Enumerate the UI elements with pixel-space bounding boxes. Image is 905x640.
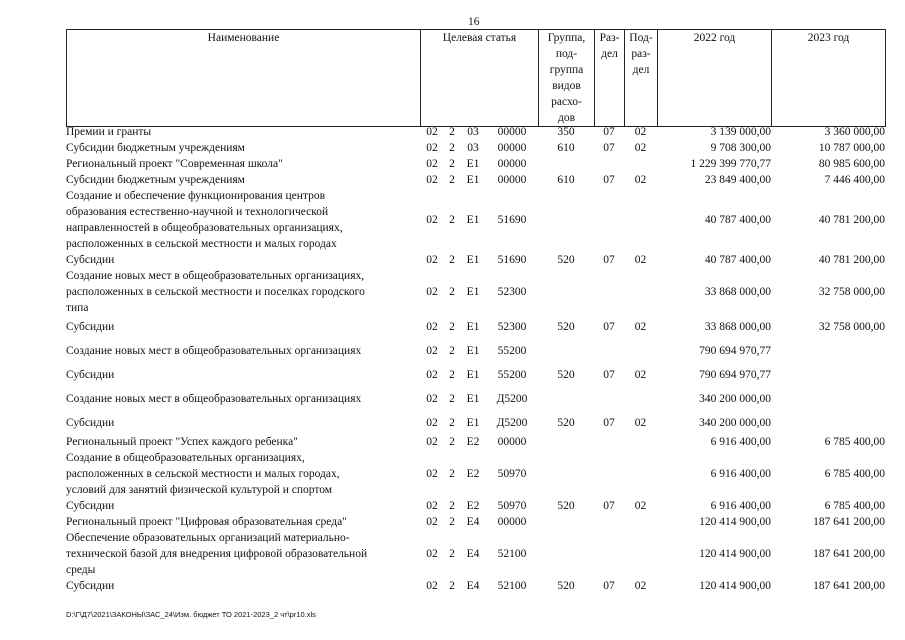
section-code: 07 bbox=[603, 580, 615, 592]
section-code bbox=[594, 434, 624, 450]
header-group: Группа, под- группа видов расхо- дов bbox=[539, 30, 595, 127]
target-code-1: 02 bbox=[426, 436, 438, 448]
subsection-code bbox=[624, 514, 657, 530]
amount-2023: 6 785 400,00 bbox=[824, 500, 885, 512]
target-code-4: 55200 bbox=[497, 345, 527, 357]
row-name-line: Создание и обеспечение функционирования центров bbox=[66, 190, 326, 202]
target-code-1: 02 bbox=[426, 345, 438, 357]
expense-group: 520 bbox=[557, 500, 575, 512]
header-2023: 2023 год bbox=[772, 30, 886, 127]
target-code-3: E1 bbox=[466, 345, 480, 357]
table-row bbox=[66, 514, 885, 530]
subsection-code bbox=[624, 530, 657, 578]
expense-group bbox=[538, 338, 594, 364]
target-code-3: E1 bbox=[466, 417, 480, 429]
amount-2022: 340 200 000,00 bbox=[699, 417, 771, 429]
amount-2022: 23 849 400,00 bbox=[704, 174, 771, 186]
section-code bbox=[594, 338, 624, 364]
subsection-code bbox=[624, 386, 657, 412]
target-code-2: 2 bbox=[449, 468, 455, 480]
table-header bbox=[66, 29, 886, 127]
table-row bbox=[66, 156, 885, 172]
row-name bbox=[66, 434, 420, 450]
target-code-4: 50970 bbox=[497, 500, 527, 512]
amount-2022: 40 787 400,00 bbox=[704, 214, 771, 226]
row-name bbox=[66, 578, 420, 594]
row-name bbox=[66, 156, 420, 172]
row-name-line: Субсидии bbox=[66, 369, 115, 381]
target-code-1: 02 bbox=[426, 142, 438, 154]
amount-2023: 32 758 000,00 bbox=[818, 286, 885, 298]
target-code-1: 02 bbox=[426, 286, 438, 298]
subsection-code bbox=[624, 188, 657, 252]
target-code-2: 2 bbox=[449, 436, 455, 448]
target-code-3: E1 bbox=[466, 369, 480, 381]
target-code-3: E1 bbox=[466, 214, 480, 226]
target-code-3: E1 bbox=[466, 158, 480, 170]
row-name bbox=[66, 268, 420, 316]
expense-group: 610 bbox=[557, 142, 575, 154]
subsection-code: 02 bbox=[634, 417, 647, 429]
expense-group bbox=[538, 188, 594, 252]
row-name bbox=[66, 530, 420, 578]
target-code-2: 2 bbox=[449, 345, 455, 357]
row-name-line: Субсидии bbox=[66, 500, 115, 512]
section-code bbox=[594, 450, 624, 498]
row-name-line: Создание новых мест в общеобразовательных организациях bbox=[66, 345, 362, 357]
target-code-1: 02 bbox=[426, 417, 438, 429]
section-code bbox=[594, 530, 624, 578]
amount-2022: 120 414 900,00 bbox=[699, 548, 771, 560]
amount-2023: 6 785 400,00 bbox=[824, 468, 885, 480]
amount-2022: 40 787 400,00 bbox=[704, 254, 771, 266]
target-code-1: 02 bbox=[426, 393, 438, 405]
amount-2022: 120 414 900,00 bbox=[699, 516, 771, 528]
target-code-3: E2 bbox=[466, 468, 480, 480]
subsection-code: 02 bbox=[634, 321, 647, 333]
section-code bbox=[594, 268, 624, 316]
page-number: 16 bbox=[468, 16, 480, 28]
amount-2023 bbox=[771, 386, 885, 412]
expense-group: 520 bbox=[557, 369, 575, 381]
subsection-code bbox=[624, 450, 657, 498]
target-code-1: 02 bbox=[426, 580, 438, 592]
target-code-1: 02 bbox=[426, 468, 438, 480]
expense-group: 520 bbox=[557, 580, 575, 592]
expense-group bbox=[538, 530, 594, 578]
section-code: 07 bbox=[603, 417, 615, 429]
target-code-2: 2 bbox=[449, 321, 455, 333]
amount-2022: 6 916 400,00 bbox=[710, 468, 771, 480]
row-name bbox=[66, 498, 420, 514]
header-name: Наименование bbox=[67, 30, 421, 127]
amount-2022: 6 916 400,00 bbox=[710, 500, 771, 512]
subsection-code: 02 bbox=[634, 126, 647, 138]
amount-2022: 3 139 000,00 bbox=[710, 126, 771, 138]
row-name bbox=[66, 412, 420, 434]
amount-2023: 187 641 200,00 bbox=[813, 516, 885, 528]
table-row bbox=[66, 172, 885, 188]
target-code-1: 02 bbox=[426, 321, 438, 333]
row-name-line: Субсидии bbox=[66, 254, 115, 266]
target-code-4: Д5200 bbox=[496, 393, 528, 405]
amount-2023: 6 785 400,00 bbox=[824, 436, 885, 448]
amount-2022: 340 200 000,00 bbox=[699, 393, 771, 405]
subsection-code: 02 bbox=[634, 369, 647, 381]
target-code-3: 03 bbox=[467, 142, 479, 154]
table-row bbox=[66, 252, 885, 268]
target-code-2: 2 bbox=[449, 158, 455, 170]
target-code-1: 02 bbox=[426, 214, 438, 226]
amount-2023: 80 985 600,00 bbox=[818, 158, 885, 170]
section-code: 07 bbox=[603, 142, 615, 154]
row-name-line: Региональный проект "Современная школа" bbox=[66, 158, 283, 170]
target-code-2: 2 bbox=[449, 254, 455, 266]
section-code: 07 bbox=[603, 126, 615, 138]
target-code-1: 02 bbox=[426, 174, 438, 186]
target-code-4: 00000 bbox=[497, 158, 527, 170]
row-name bbox=[66, 188, 420, 252]
amount-2022: 6 916 400,00 bbox=[710, 436, 771, 448]
target-code-3: E1 bbox=[466, 254, 480, 266]
target-code-2: 2 bbox=[449, 417, 455, 429]
expense-group bbox=[538, 156, 594, 172]
section-code bbox=[594, 386, 624, 412]
expense-group bbox=[538, 514, 594, 530]
target-code-2: 2 bbox=[449, 214, 455, 226]
target-code-2: 2 bbox=[449, 369, 455, 381]
row-name-line: типа bbox=[66, 302, 89, 314]
target-code-3: E4 bbox=[466, 516, 480, 528]
amount-2022: 790 694 970,77 bbox=[699, 345, 771, 357]
file-path-footer: D:\Г\Д7\2021\ЗАКОНЫ\ЗАС_24\Изм. бюджет ТО 2021-2023_2 чт\pr10.xls bbox=[66, 610, 316, 619]
subsection-code: 02 bbox=[634, 580, 647, 592]
target-code-3: E1 bbox=[466, 286, 480, 298]
subsection-code: 02 bbox=[634, 500, 647, 512]
row-name-line: Региональный проект "Успех каждого ребенка" bbox=[66, 436, 298, 448]
header-section: Раз- дел bbox=[595, 30, 625, 127]
subsection-code: 02 bbox=[634, 174, 647, 186]
row-name-line: Субсидии bbox=[66, 321, 115, 333]
table-row bbox=[66, 364, 885, 386]
target-code-3: E1 bbox=[466, 393, 480, 405]
row-name-line: направленностей в общеобразовательных организациях, bbox=[66, 222, 343, 234]
row-name-line: Субсидии бюджетным учреждениям bbox=[66, 174, 245, 186]
row-name-line: Создание новых мест в общеобразовательных организациях, bbox=[66, 270, 365, 282]
table-row bbox=[66, 578, 885, 594]
row-name-line: расположенных в сельской местности и малых городах bbox=[66, 238, 337, 250]
table-row bbox=[66, 188, 885, 252]
row-name-line: Региональный проект "Цифровая образовательная среда" bbox=[66, 516, 347, 528]
target-code-3: E2 bbox=[466, 500, 480, 512]
expense-group bbox=[538, 386, 594, 412]
target-code-1: 02 bbox=[426, 516, 438, 528]
subsection-code bbox=[624, 268, 657, 316]
row-name-line: Обеспечение образовательных организаций материально- bbox=[66, 532, 350, 544]
table-row bbox=[66, 268, 885, 316]
amount-2023: 32 758 000,00 bbox=[818, 321, 885, 333]
subsection-code: 02 bbox=[634, 142, 647, 154]
amount-2022: 33 868 000,00 bbox=[704, 286, 771, 298]
row-name bbox=[66, 386, 420, 412]
row-name-line: Создание новых мест в общеобразовательных организациях bbox=[66, 393, 362, 405]
target-code-1: 02 bbox=[426, 158, 438, 170]
amount-2022: 790 694 970,77 bbox=[699, 369, 771, 381]
row-name-line: Премии и гранты bbox=[66, 126, 152, 138]
amount-2023: 10 787 000,00 bbox=[818, 142, 885, 154]
target-code-4: 51690 bbox=[497, 214, 527, 226]
row-name bbox=[66, 252, 420, 268]
table-row bbox=[66, 386, 885, 412]
target-code-4: 52100 bbox=[497, 548, 527, 560]
expense-group bbox=[538, 268, 594, 316]
target-code-4: 00000 bbox=[497, 174, 527, 186]
target-code-4: 00000 bbox=[497, 142, 527, 154]
row-name bbox=[66, 450, 420, 498]
row-name bbox=[66, 364, 420, 386]
amount-2023: 187 641 200,00 bbox=[813, 548, 885, 560]
amount-2022: 120 414 900,00 bbox=[699, 580, 771, 592]
subsection-code bbox=[624, 434, 657, 450]
target-code-2: 2 bbox=[449, 516, 455, 528]
section-code bbox=[594, 514, 624, 530]
amount-2023: 187 641 200,00 bbox=[813, 580, 885, 592]
header-2022: 2022 год bbox=[658, 30, 772, 127]
target-code-4: 00000 bbox=[497, 126, 527, 138]
row-name-line: расположенных в сельской местности и малых городах, bbox=[66, 468, 340, 480]
section-code bbox=[594, 188, 624, 252]
amount-2022: 1 229 399 770,77 bbox=[690, 158, 771, 170]
table-row bbox=[66, 124, 885, 140]
section-code bbox=[594, 156, 624, 172]
section-code: 07 bbox=[603, 254, 615, 266]
target-code-3: E1 bbox=[466, 174, 480, 186]
expense-group: 520 bbox=[557, 321, 575, 333]
expense-group bbox=[538, 450, 594, 498]
target-code-2: 2 bbox=[449, 126, 455, 138]
row-name-line: условий для занятий физической культурой и спортом bbox=[66, 484, 333, 496]
row-name-line: Субсидии bbox=[66, 580, 115, 592]
target-code-2: 2 bbox=[449, 500, 455, 512]
row-name bbox=[66, 316, 420, 338]
target-code-4: 50970 bbox=[497, 468, 527, 480]
expense-group bbox=[538, 434, 594, 450]
target-code-4: 52300 bbox=[497, 286, 527, 298]
amount-2023: 3 360 000,00 bbox=[824, 126, 885, 138]
row-name-line: Субсидии бюджетным учреждениям bbox=[66, 142, 245, 154]
amount-2022: 33 868 000,00 bbox=[704, 321, 771, 333]
budget-table bbox=[66, 124, 885, 594]
target-code-2: 2 bbox=[449, 286, 455, 298]
section-code: 07 bbox=[603, 369, 615, 381]
amount-2023: 40 781 200,00 bbox=[818, 214, 885, 226]
table-row bbox=[66, 140, 885, 156]
target-code-4: 00000 bbox=[497, 436, 527, 448]
expense-group: 350 bbox=[557, 126, 575, 138]
table-row bbox=[66, 338, 885, 364]
target-code-3: E4 bbox=[466, 580, 480, 592]
row-name-line: Создание в общеобразовательных организациях, bbox=[66, 452, 305, 464]
subsection-code bbox=[624, 338, 657, 364]
table-row bbox=[66, 498, 885, 514]
table-row bbox=[66, 450, 885, 498]
row-name bbox=[66, 140, 420, 156]
amount-2023: 40 781 200,00 bbox=[818, 254, 885, 266]
amount-2023: 7 446 400,00 bbox=[824, 174, 885, 186]
table-row bbox=[66, 434, 885, 450]
section-code: 07 bbox=[603, 500, 615, 512]
table-row bbox=[66, 530, 885, 578]
target-code-4: 55200 bbox=[497, 369, 527, 381]
target-code-2: 2 bbox=[449, 393, 455, 405]
row-name bbox=[66, 172, 420, 188]
target-code-1: 02 bbox=[426, 369, 438, 381]
target-code-2: 2 bbox=[449, 142, 455, 154]
table-row bbox=[66, 316, 885, 338]
section-code: 07 bbox=[603, 174, 615, 186]
target-code-4: 00000 bbox=[497, 516, 527, 528]
subsection-code bbox=[624, 156, 657, 172]
target-code-3: E2 bbox=[466, 436, 480, 448]
row-name-line: образования естественно-научной и технологической bbox=[66, 206, 329, 218]
header-subsection: Под- раз- дел bbox=[625, 30, 658, 127]
row-name-line: расположенных в сельской местности и поселках городского bbox=[66, 286, 365, 298]
row-name-line: технической базой для внедрения цифровой образовательной bbox=[66, 548, 368, 560]
row-name bbox=[66, 338, 420, 364]
row-name bbox=[66, 124, 420, 140]
expense-group: 610 bbox=[557, 174, 575, 186]
target-code-3: 03 bbox=[467, 126, 479, 138]
target-code-1: 02 bbox=[426, 126, 438, 138]
header-target-article: Целевая статья bbox=[421, 30, 539, 127]
row-name-line: среды bbox=[66, 564, 96, 576]
table-row bbox=[66, 412, 885, 434]
target-code-4: 52300 bbox=[497, 321, 527, 333]
row-name bbox=[66, 514, 420, 530]
expense-group: 520 bbox=[557, 254, 575, 266]
expense-group: 520 bbox=[557, 417, 575, 429]
section-code: 07 bbox=[603, 321, 615, 333]
target-code-3: E1 bbox=[466, 321, 480, 333]
target-code-1: 02 bbox=[426, 254, 438, 266]
target-code-4: Д5200 bbox=[496, 417, 528, 429]
subsection-code: 02 bbox=[634, 254, 647, 266]
target-code-1: 02 bbox=[426, 548, 438, 560]
amount-2023 bbox=[771, 412, 885, 434]
target-code-2: 2 bbox=[449, 548, 455, 560]
amount-2023 bbox=[771, 338, 885, 364]
target-code-3: E4 bbox=[466, 548, 480, 560]
amount-2022: 9 708 300,00 bbox=[710, 142, 771, 154]
target-code-2: 2 bbox=[449, 580, 455, 592]
target-code-1: 02 bbox=[426, 500, 438, 512]
target-code-4: 51690 bbox=[497, 254, 527, 266]
target-code-4: 52100 bbox=[497, 580, 527, 592]
row-name-line: Субсидии bbox=[66, 417, 115, 429]
amount-2023 bbox=[771, 364, 885, 386]
target-code-2: 2 bbox=[449, 174, 455, 186]
